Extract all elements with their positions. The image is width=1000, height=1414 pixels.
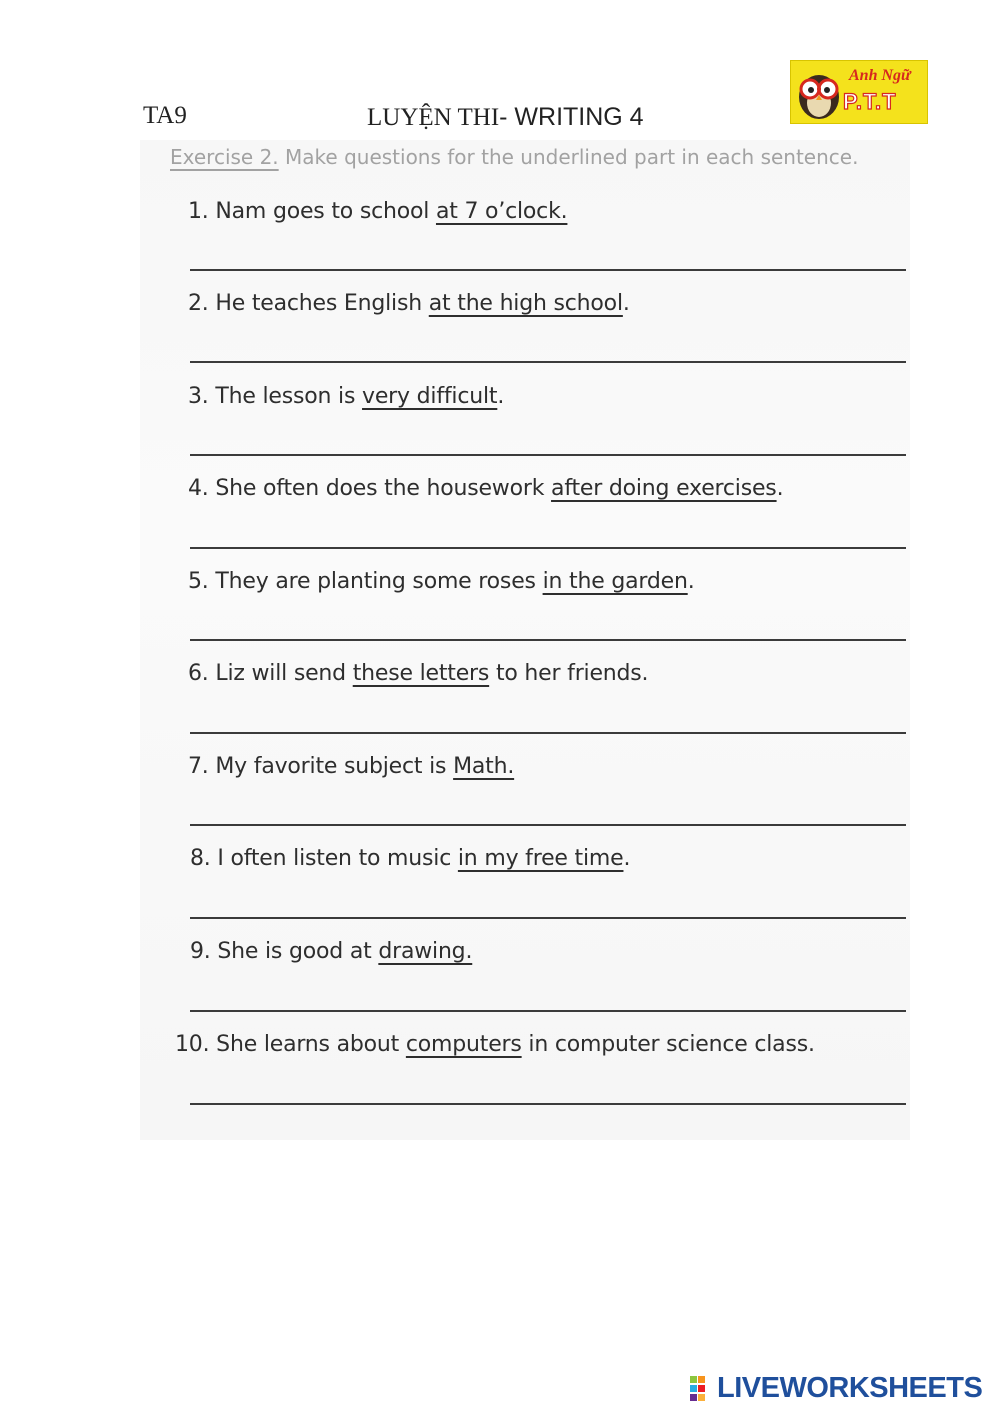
answer-line-3[interactable] — [190, 454, 906, 456]
question-4 — [188, 476, 783, 501]
underlined-part: at 7 o’clock. — [435, 199, 568, 224]
question-text: 10. She learns about — [175, 1032, 406, 1057]
question-text-end: to her friends. — [489, 661, 649, 686]
title-main: LUYỆN THI — [367, 104, 500, 131]
question-text-end: . — [623, 846, 631, 871]
answer-line-2[interactable] — [190, 361, 906, 363]
question-10 — [175, 1032, 815, 1057]
underlined-part: after doing exercises — [551, 476, 777, 501]
question-text-end: . — [497, 384, 505, 409]
underlined-part: in the garden — [542, 569, 688, 594]
answer-line-4[interactable] — [190, 547, 906, 549]
logo-bottom-text: P.T.T — [843, 89, 897, 114]
liveworksheets-logo-icon — [690, 1376, 714, 1402]
owl-with-glasses-icon — [795, 65, 843, 121]
answer-line-1[interactable] — [190, 269, 906, 271]
question-text-end: . — [776, 476, 784, 501]
question-2 — [188, 291, 630, 316]
underlined-part: very difficult — [362, 384, 498, 409]
question-text-end: in computer science class. — [521, 1032, 815, 1057]
title-sub: - WRITING 4 — [499, 103, 644, 131]
underlined-part: in my free time — [457, 846, 624, 871]
question-text: 8. I often listen to music — [190, 846, 458, 871]
question-7 — [188, 754, 514, 779]
question-9 — [190, 939, 472, 964]
question-text: 6. Liz will send — [188, 661, 353, 686]
underlined-part: these letters — [352, 661, 490, 686]
question-8 — [190, 846, 630, 871]
school-logo — [790, 60, 928, 124]
exercise-label: Exercise 2. — [170, 145, 279, 169]
question-text-end: . — [622, 291, 630, 316]
brand-name: LIVEWORKSHEETS — [717, 1372, 983, 1404]
question-text: 9. She is good at — [190, 939, 379, 964]
header-class-code: TA9 — [143, 102, 187, 129]
answer-line-8[interactable] — [190, 917, 906, 919]
underlined-part: Math. — [453, 754, 515, 779]
question-5 — [188, 569, 695, 594]
question-1 — [188, 199, 567, 224]
logo-top-text: Anh Ngữ — [849, 67, 911, 84]
question-text: 2. He teaches English — [188, 291, 429, 316]
answer-line-5[interactable] — [190, 639, 906, 641]
answer-line-7[interactable] — [190, 824, 906, 826]
question-text: 5. They are planting some roses — [188, 569, 543, 594]
underlined-part: computers — [405, 1032, 522, 1057]
question-text-end: . — [687, 569, 695, 594]
question-3 — [188, 384, 504, 409]
question-text: 3. The lesson is — [188, 384, 363, 409]
question-text: 7. My favorite subject is — [188, 754, 454, 779]
answer-line-6[interactable] — [190, 732, 906, 734]
answer-line-9[interactable] — [190, 1010, 906, 1012]
underlined-part: at the high school — [428, 291, 623, 316]
page-title — [367, 102, 644, 132]
answer-line-10[interactable] — [190, 1103, 906, 1105]
exercise-text: Make questions for the underlined part in each sentence. — [278, 145, 859, 169]
underlined-part: drawing. — [378, 939, 473, 964]
question-6 — [188, 661, 648, 686]
question-text: 1. Nam goes to school — [188, 199, 436, 224]
exercise-instructions — [170, 145, 858, 169]
question-text: 4. She often does the housework — [188, 476, 552, 501]
